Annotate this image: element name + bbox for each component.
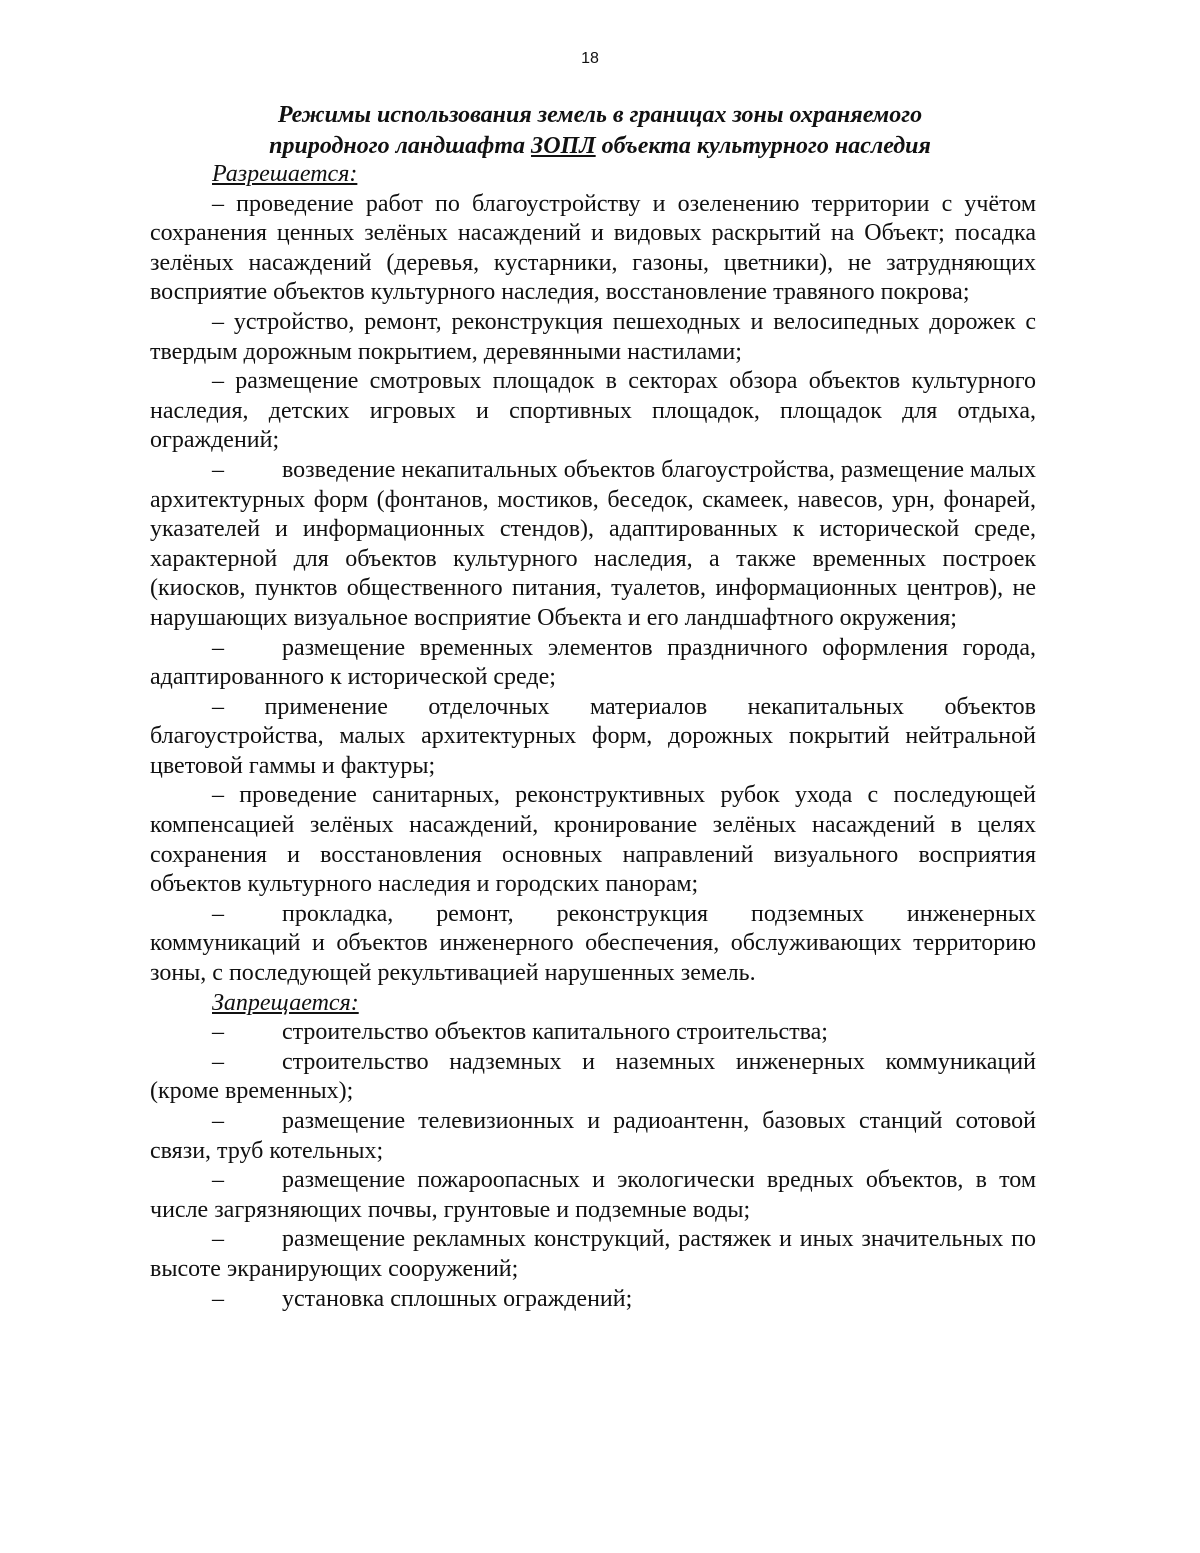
dash-marker: –	[212, 1019, 224, 1046]
allowed-item	[150, 456, 1036, 634]
dash-marker: –	[212, 900, 224, 927]
document-body	[150, 160, 1036, 1314]
prohibited-item	[150, 1285, 1036, 1315]
prohibited-item	[150, 1107, 1036, 1166]
prohibited-item	[150, 1048, 1036, 1107]
prohibited-item-text: строительство надземных и наземных инженерных коммуникаций (кроме временных);	[150, 1048, 1036, 1105]
dash-marker: –	[212, 1226, 224, 1253]
allowed-item: – устройство, ремонт, реконструкция пешеходных и велосипедных дорожек с твердым дорожным покрытием, деревянными настилами;	[150, 308, 1036, 365]
dash-marker: –	[212, 1108, 224, 1134]
prohibited-item-text: строительство объектов капитального строительства;	[282, 1019, 828, 1046]
allowed-item: – проведение санитарных, реконструктивных рубок ухода с последующей компенсацией зелёных насаждений, кронирование зелёных насаждений в целях сохранения и восстановления основных направлений визуального восприятия объектов культурного наследия и городских панорам;	[150, 782, 1036, 898]
allowed-item: – размещение смотровых площадок в секторах обзора объектов культурного наследия, детских игровых и спортивных площадок, площадок для отдыха, ограждений;	[150, 368, 1036, 454]
allowed-item-text: размещение временных элементов праздничного оформления города, адаптированного к исторической среде;	[150, 634, 1036, 691]
dash-marker: –	[212, 1285, 224, 1312]
dash-marker: –	[212, 634, 224, 661]
prohibited-item	[150, 1018, 1036, 1048]
zone-code: ЗОПЛ	[530, 133, 596, 159]
allowed-item	[150, 634, 1036, 693]
title-line-2-prefix: природного ландшафта	[269, 133, 531, 159]
prohibited-item-text: размещение рекламных конструкций, растяжек и иных значительных по высоте экранирующих сооружений;	[150, 1226, 1036, 1282]
title-line-2	[160, 131, 1040, 162]
allowed-item: – применение отделочных материалов некапитальных объектов благоустройства, малых архитектурных форм, дорожных покрытий нейтральной цветовой гаммы и фактуры;	[150, 693, 1036, 779]
allowed-item	[150, 900, 1036, 989]
allowed-item-text: прокладка, ремонт, реконструкция подземных инженерных коммуникаций и объектов инженерного обеспечения, обслуживающих территорию зоны, с последующей рекультивацией нарушенных земель.	[150, 900, 1036, 987]
prohibited-item	[150, 1225, 1036, 1284]
prohibited-item-text: размещение телевизионных и радиоантенн, базовых станций сотовой связи, труб котельных;	[150, 1108, 1036, 1164]
prohibited-item-text: установка сплошных ограждений;	[282, 1285, 633, 1312]
allowed-heading: Разрешается:	[212, 161, 358, 187]
allowed-item-text: возведение некапитальных объектов благоустройства, размещение малых архитектурных форм (фонтанов, мостиков, беседок, скамеек, навесов, урн, фонарей, указателей и информационных стендов), адаптированных к исторической среде, характерной для объектов культурного наследия, а также временных построек (киосков, пунктов общественного питания, туалетов, информационных центров), не нарушающих визуальное восприятие Объекта и его ландшафтного окружения;	[150, 456, 1037, 631]
title-line-2-suffix: объекта культурного наследия	[595, 133, 931, 159]
prohibited-item	[150, 1166, 1036, 1225]
page-number: 18	[581, 50, 599, 67]
section-title	[160, 100, 1040, 162]
title-line-1: Режимы использования земель в границах зоны охраняемого	[277, 102, 923, 128]
prohibited-item-text: размещение пожароопасных и экологически вредных объектов, в том числе загрязняющих почвы, грунтовые и подземные воды;	[150, 1167, 1036, 1223]
prohibited-heading: Запрещается:	[212, 989, 359, 1016]
dash-marker: –	[212, 456, 224, 483]
dash-marker: –	[212, 1048, 224, 1075]
dash-marker: –	[212, 1167, 224, 1194]
allowed-item: – проведение работ по благоустройству и озеленению территории с учётом сохранения ценных зелёных насаждений и видовых раскрытий на Объект; посадка зелёных насаждений (деревья, кустарники, газоны, цветники), не затрудняющих восприятие объектов культурного наследия, восстановление травяного покрова;	[150, 190, 1036, 306]
